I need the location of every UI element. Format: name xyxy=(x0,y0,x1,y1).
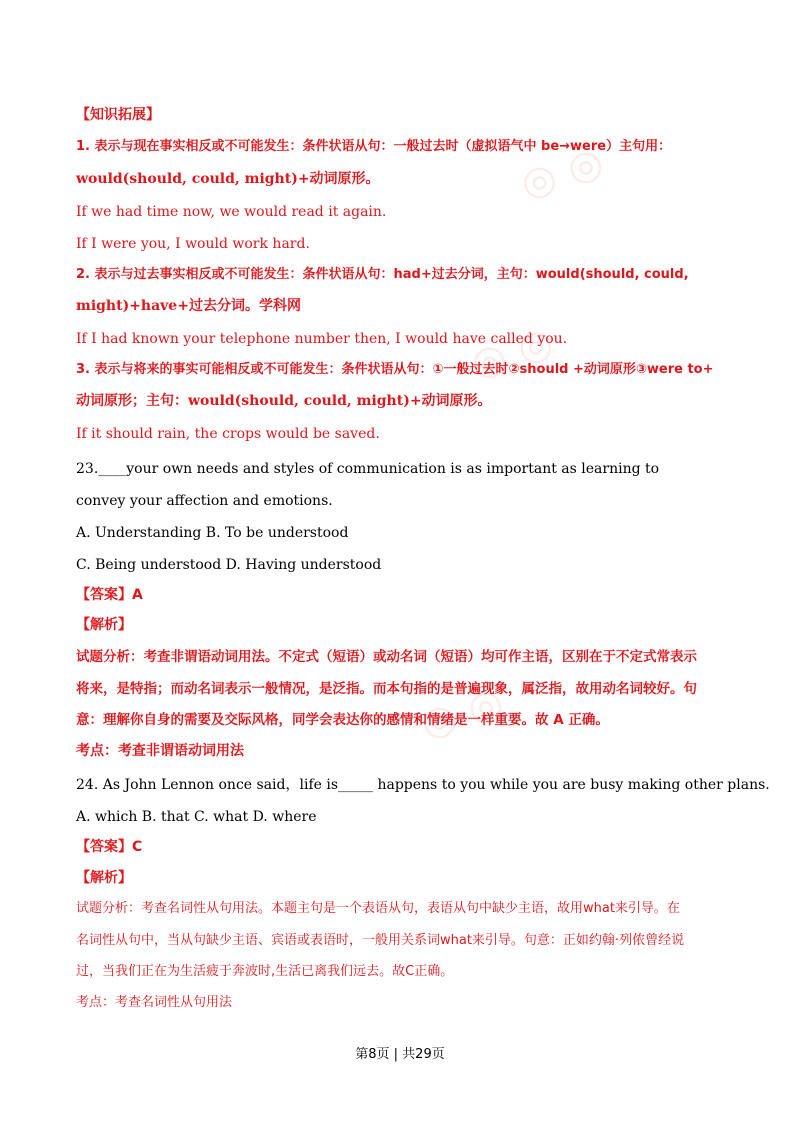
knowledge-example-2: If I were you, I would work hard. xyxy=(76,236,310,252)
q23-answer: 【答案】A xyxy=(76,587,143,603)
knowledge-heading: 【知识拓展】 xyxy=(76,107,160,123)
q24-options: A. which B. that C. what D. where xyxy=(76,809,317,825)
knowledge-rule-2-cont: might)+have+过去分词。学科网 xyxy=(76,298,301,314)
page-footer: 第8页 | 共29页 xyxy=(355,1047,445,1062)
watermark-stamp: ◎ ◎ xyxy=(414,678,509,748)
knowledge-rule-1-cont: would(should, could, might)+动词原形。 xyxy=(76,171,380,187)
watermark-stamp: ◎ ◎ xyxy=(514,138,609,208)
q24-stem: 24. As John Lennon once said，life is_____ happens to you while you are busy making other plans. xyxy=(76,777,770,793)
knowledge-rule-3: 3. 表示与将来的事实可能相反或不可能发生：条件状语从句：①一般过去时②should +动词原形③were to+ xyxy=(76,362,714,377)
q24-analysis-line-2: 名词性从句中，当从句缺少主语、宾语或表语时，一般用关系词what来引导。句意：正如约翰·列侬曾经说 xyxy=(76,933,685,948)
q23-stem-cont: convey your affection and emotions. xyxy=(76,493,333,509)
q23-analysis-label: 【解析】 xyxy=(76,617,132,633)
knowledge-example-3: If I had known your telephone number then, I would have called you. xyxy=(76,331,568,347)
knowledge-rule-2: 2. 表示与过去事实相反或不可能发生：条件状语从句：had+过去分词，主句：would(should, could, xyxy=(76,267,689,282)
q24-analysis-line-3: 过，当我们正在为生活疲于奔波时,生活已离我们远去。故C正确。 xyxy=(76,964,454,979)
q23-options-cd: C. Being understood D. Having understood xyxy=(76,557,382,573)
q24-analysis-line-1: 试题分析：考查名词性从句用法。本题主句是一个表语从句，表语从句中缺少主语，故用what来引导。在 xyxy=(76,901,680,916)
q24-analysis-label: 【解析】 xyxy=(76,870,132,886)
q23-analysis-line-3: 意：理解你自身的需要及交际风格，同学会表达你的感情和情绪是一样重要。故 A 正确。 xyxy=(76,712,609,728)
q23-point: 考点：考查非谓语动词用法 xyxy=(76,743,244,759)
knowledge-example-4: If it should rain, the crops would be saved. xyxy=(76,426,380,442)
q23-analysis-line-1: 试题分析：考查非谓语动词用法。不定式（短语）或动名词（短语）均可作主语，区别在于不定式常表示 xyxy=(76,649,697,665)
q23-analysis-line-2: 将来，是特指；而动名词表示一般情况，是泛指。而本句指的是普遍现象，属泛指，故用动名词较好。句 xyxy=(76,681,697,697)
q23-stem: 23.____your own needs and styles of communication is as important as learning to xyxy=(76,461,660,477)
watermark-stamp: ◎ ◎ xyxy=(464,318,559,388)
knowledge-example-1: If we had time now, we would read it again. xyxy=(76,204,387,220)
q24-point: 考点：考查名词性从句用法 xyxy=(76,995,233,1010)
knowledge-rule-1: 1. 表示与现在事实相反或不可能发生：条件状语从句：一般过去时（虚拟语气中 be→were）主句用： xyxy=(76,139,672,154)
knowledge-rule-3-cont: 动词原形；主句：would(should, could, might)+动词原形。 xyxy=(76,393,492,409)
q24-answer: 【答案】C xyxy=(76,839,143,855)
q23-options-ab: A. Understanding B. To be understood xyxy=(76,525,349,541)
